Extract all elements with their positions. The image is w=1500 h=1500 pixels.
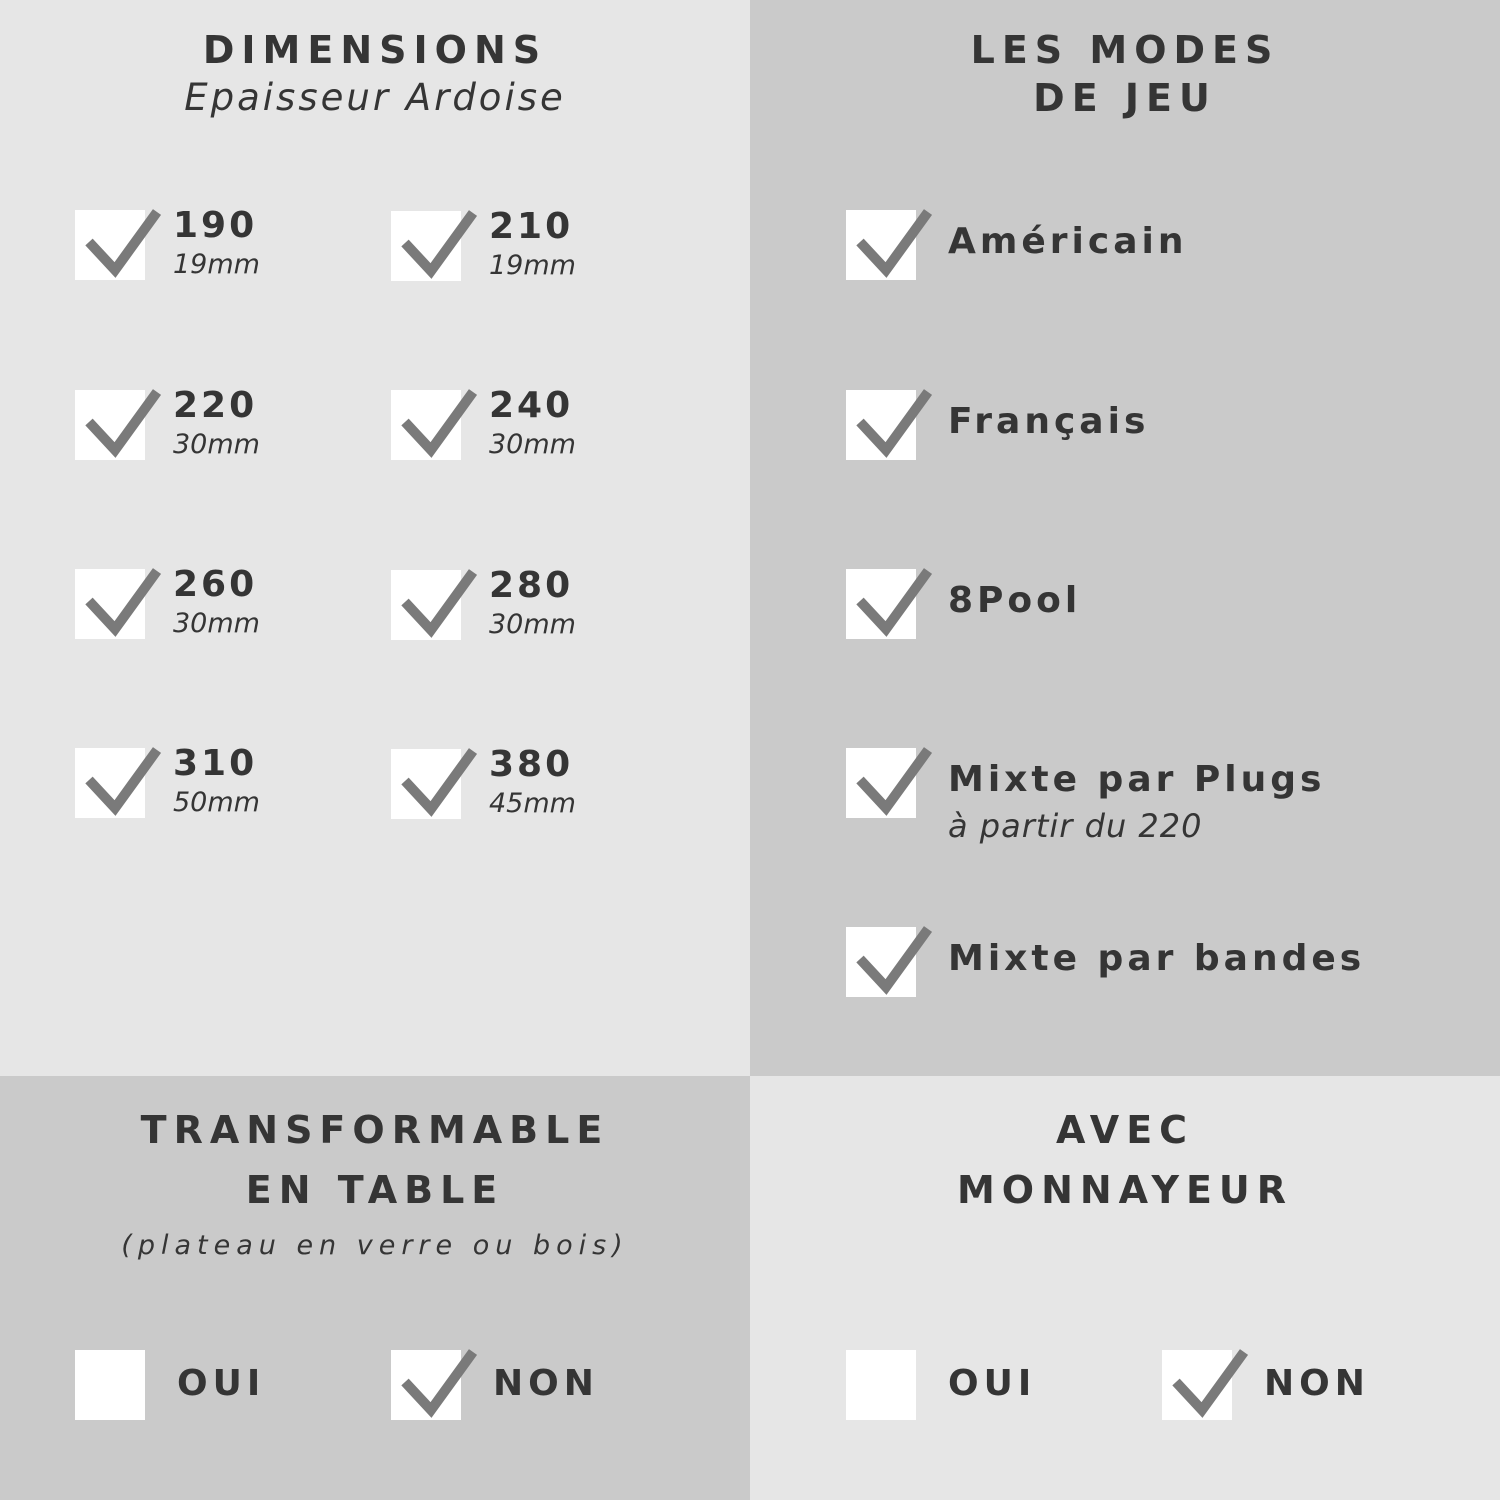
dimension-thickness: 19mm [489, 250, 576, 281]
checkbox[interactable] [846, 927, 916, 997]
dimensions-subtitle: Epaisseur Ardoise [184, 76, 566, 119]
checkmark-icon [846, 913, 946, 1003]
dimensions-title: DIMENSIONS [202, 28, 548, 72]
checkmark-icon [1162, 1336, 1262, 1426]
checkbox[interactable] [75, 748, 145, 818]
dimensions-panel [0, 0, 750, 1076]
mode-label: 8Pool [948, 580, 1082, 621]
dimension-size: 190 [173, 205, 258, 246]
checkbox[interactable] [846, 390, 916, 460]
mode-label: Mixte par Plugs [948, 759, 1326, 800]
transformable-note: (plateau en verre ou bois) [121, 1230, 629, 1261]
checkbox[interactable] [391, 749, 461, 819]
checkmark-icon [75, 196, 175, 286]
checkbox[interactable] [391, 390, 461, 460]
checkbox[interactable] [391, 570, 461, 640]
checkbox[interactable] [846, 1350, 916, 1420]
dimension-size: 210 [489, 206, 574, 247]
monnayeur-panel [750, 1076, 1500, 1500]
dimension-size: 280 [489, 565, 574, 606]
modes-title-line2: DE JEU [1033, 76, 1217, 120]
dimension-thickness: 19mm [173, 249, 260, 280]
checkbox[interactable] [75, 390, 145, 460]
checkbox[interactable] [75, 1350, 145, 1420]
mode-label: Mixte par bandes [948, 938, 1366, 979]
checkbox[interactable] [1162, 1350, 1232, 1420]
checkmark-icon [391, 376, 491, 466]
checkmark-icon [391, 556, 491, 646]
option-label: NON [1264, 1363, 1370, 1404]
checkmark-icon [75, 555, 175, 645]
checkbox[interactable] [75, 210, 145, 280]
dimension-thickness: 30mm [173, 608, 260, 639]
option-label: OUI [177, 1363, 266, 1404]
option-label: NON [493, 1363, 599, 1404]
dimension-thickness: 30mm [173, 429, 260, 460]
dimension-size: 310 [173, 743, 258, 784]
dimension-size: 220 [173, 385, 258, 426]
checkmark-icon [846, 376, 946, 466]
dimension-thickness: 30mm [489, 429, 576, 460]
monnayeur-title-line2: MONNAYEUR [956, 1168, 1294, 1212]
monnayeur-title-line1: AVEC [1055, 1108, 1195, 1152]
checkbox[interactable] [391, 211, 461, 281]
checkbox[interactable] [75, 569, 145, 639]
mode-label: Français [948, 401, 1150, 442]
dimension-thickness: 45mm [489, 788, 576, 819]
modes-title-line1: LES MODES [970, 28, 1280, 72]
dimension-thickness: 50mm [173, 787, 260, 818]
checkmark-icon [75, 734, 175, 824]
checkmark-icon [391, 197, 491, 287]
checkbox[interactable] [391, 1350, 461, 1420]
transformable-title-line1: TRANSFORMABLE [140, 1108, 610, 1152]
checkmark-icon [75, 376, 175, 466]
checkmark-icon [846, 734, 946, 824]
checkbox[interactable] [846, 210, 916, 280]
option-label: OUI [948, 1363, 1037, 1404]
checkbox[interactable] [846, 569, 916, 639]
dimension-size: 240 [489, 385, 574, 426]
dimension-size: 380 [489, 744, 574, 785]
transformable-panel [0, 1076, 750, 1500]
checkmark-icon [391, 735, 491, 825]
checkmark-icon [846, 555, 946, 645]
transformable-title-line2: EN TABLE [245, 1168, 505, 1212]
mode-note: à partir du 220 [948, 807, 1203, 845]
checkmark-icon [846, 196, 946, 286]
mode-label: Américain [948, 221, 1188, 262]
checkbox[interactable] [846, 748, 916, 818]
dimension-size: 260 [173, 564, 258, 605]
checkmark-icon [391, 1336, 491, 1426]
game-modes-panel [750, 0, 1500, 1076]
dimension-thickness: 30mm [489, 609, 576, 640]
